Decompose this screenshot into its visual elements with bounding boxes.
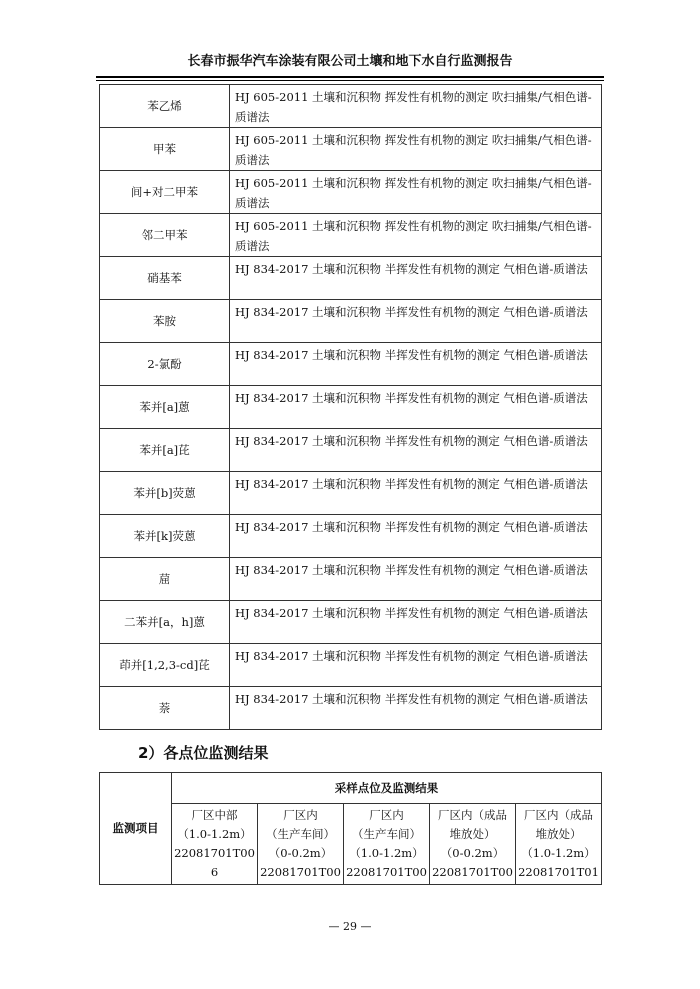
- sampling-point-line: （生产车间）: [266, 827, 335, 841]
- sampling-point-line: 22081701T00: [432, 865, 513, 879]
- method-row: [100, 171, 602, 214]
- method-row: [100, 429, 602, 472]
- sampling-point-header: [344, 804, 430, 885]
- analysis-method: HJ 834-2017 土壤和沉积物 半挥发性有机物的测定 气相色谱-质谱法: [230, 558, 602, 601]
- analyte-name: 苯并[a]芘: [100, 429, 230, 472]
- method-row: [100, 128, 602, 171]
- sampling-point-line: 6: [210, 865, 219, 879]
- method-row: [100, 687, 602, 730]
- method-row: [100, 515, 602, 558]
- analysis-method: HJ 834-2017 土壤和沉积物 半挥发性有机物的测定 气相色谱-质谱法: [230, 515, 602, 558]
- analyte-name: 二苯并[a，h]蒽: [100, 601, 230, 644]
- method-row: [100, 85, 602, 128]
- analysis-method: HJ 834-2017 土壤和沉积物 半挥发性有机物的测定 气相色谱-质谱法: [230, 300, 602, 343]
- analyte-name: 邻二甲苯: [100, 214, 230, 257]
- sampling-point-line: （1.0-1.2m）: [521, 846, 596, 860]
- method-row: [100, 343, 602, 386]
- analyte-name: 茚并[1,2,3-cd]芘: [100, 644, 230, 687]
- analysis-method: HJ 834-2017 土壤和沉积物 半挥发性有机物的测定 气相色谱-质谱法: [230, 386, 602, 429]
- method-row: [100, 558, 602, 601]
- header-rule: [96, 76, 604, 81]
- results-table: [99, 772, 602, 885]
- sampling-point-line: 厂区中部: [191, 808, 238, 822]
- method-row: [100, 386, 602, 429]
- analyte-name: 苯并[a]蒽: [100, 386, 230, 429]
- sampling-point-line: 22081701T00: [260, 865, 341, 879]
- item-header: 监测项目: [100, 773, 172, 885]
- sampling-point-line: （0-0.2m）: [268, 846, 333, 860]
- sampling-point-line: 22081701T00: [174, 846, 255, 860]
- section-title: 2）各点位监测结果: [138, 744, 269, 762]
- sampling-point-line: 堆放处）: [449, 827, 496, 841]
- analyte-name: 苯并[k]荧蒽: [100, 515, 230, 558]
- analysis-method: HJ 605-2011 土壤和沉积物 挥发性有机物的测定 吹扫捕集/气相色谱-质谱法: [230, 85, 602, 128]
- analysis-method: HJ 834-2017 土壤和沉积物 半挥发性有机物的测定 气相色谱-质谱法: [230, 343, 602, 386]
- group-header: 采样点位及监测结果: [172, 773, 602, 804]
- page-number: — 29 —: [328, 920, 372, 933]
- analyte-name: 间+对二甲苯: [100, 171, 230, 214]
- analysis-method: HJ 834-2017 土壤和沉积物 半挥发性有机物的测定 气相色谱-质谱法: [230, 257, 602, 300]
- analyte-name: 苯乙烯: [100, 85, 230, 128]
- method-row: [100, 601, 602, 644]
- analyte-name: 苯并[b]荧蒽: [100, 472, 230, 515]
- method-row: [100, 214, 602, 257]
- analyte-name: 甲苯: [100, 128, 230, 171]
- analysis-method: HJ 605-2011 土壤和沉积物 挥发性有机物的测定 吹扫捕集/气相色谱-质谱法: [230, 171, 602, 214]
- sampling-point-line: （1.0-1.2m）: [177, 827, 252, 841]
- analyte-name: 䓛: [100, 558, 230, 601]
- analyte-name: 2-氯酚: [100, 343, 230, 386]
- analysis-method: HJ 605-2011 土壤和沉积物 挥发性有机物的测定 吹扫捕集/气相色谱-质谱法: [230, 128, 602, 171]
- sampling-point-line: 厂区内: [369, 808, 404, 822]
- sampling-point-line: 堆放处）: [535, 827, 582, 841]
- analysis-method: HJ 834-2017 土壤和沉积物 半挥发性有机物的测定 气相色谱-质谱法: [230, 472, 602, 515]
- sampling-point-line: 厂区内（成品: [438, 808, 507, 822]
- analyte-name: 苯胺: [100, 300, 230, 343]
- sampling-point-line: 厂区内: [283, 808, 318, 822]
- analyte-name: 萘: [100, 687, 230, 730]
- sampling-point-header: [172, 804, 258, 885]
- sampling-point-line: 22081701T00: [346, 865, 427, 879]
- method-row: [100, 472, 602, 515]
- sampling-point-line: （1.0-1.2m）: [349, 846, 424, 860]
- method-row: [100, 644, 602, 687]
- sampling-point-line: 厂区内（成品: [524, 808, 593, 822]
- analysis-method: HJ 834-2017 土壤和沉积物 半挥发性有机物的测定 气相色谱-质谱法: [230, 601, 602, 644]
- sampling-point-header: [258, 804, 344, 885]
- analysis-method: HJ 834-2017 土壤和沉积物 半挥发性有机物的测定 气相色谱-质谱法: [230, 644, 602, 687]
- analysis-method: HJ 834-2017 土壤和沉积物 半挥发性有机物的测定 气相色谱-质谱法: [230, 429, 602, 472]
- method-row: [100, 300, 602, 343]
- sampling-point-header: [516, 804, 602, 885]
- sampling-point-line: 22081701T01: [518, 865, 599, 879]
- sampling-point-line: （生产车间）: [352, 827, 421, 841]
- method-row: [100, 257, 602, 300]
- analysis-method: HJ 834-2017 土壤和沉积物 半挥发性有机物的测定 气相色谱-质谱法: [230, 687, 602, 730]
- report-header-title: 长春市振华汽车涂装有限公司土壤和地下水自行监测报告: [187, 54, 513, 69]
- analyte-name: 硝基苯: [100, 257, 230, 300]
- sampling-point-header: [430, 804, 516, 885]
- sampling-point-line: （0-0.2m）: [440, 846, 505, 860]
- analysis-method: HJ 605-2011 土壤和沉积物 挥发性有机物的测定 吹扫捕集/气相色谱-质谱法: [230, 214, 602, 257]
- method-table: [99, 84, 602, 730]
